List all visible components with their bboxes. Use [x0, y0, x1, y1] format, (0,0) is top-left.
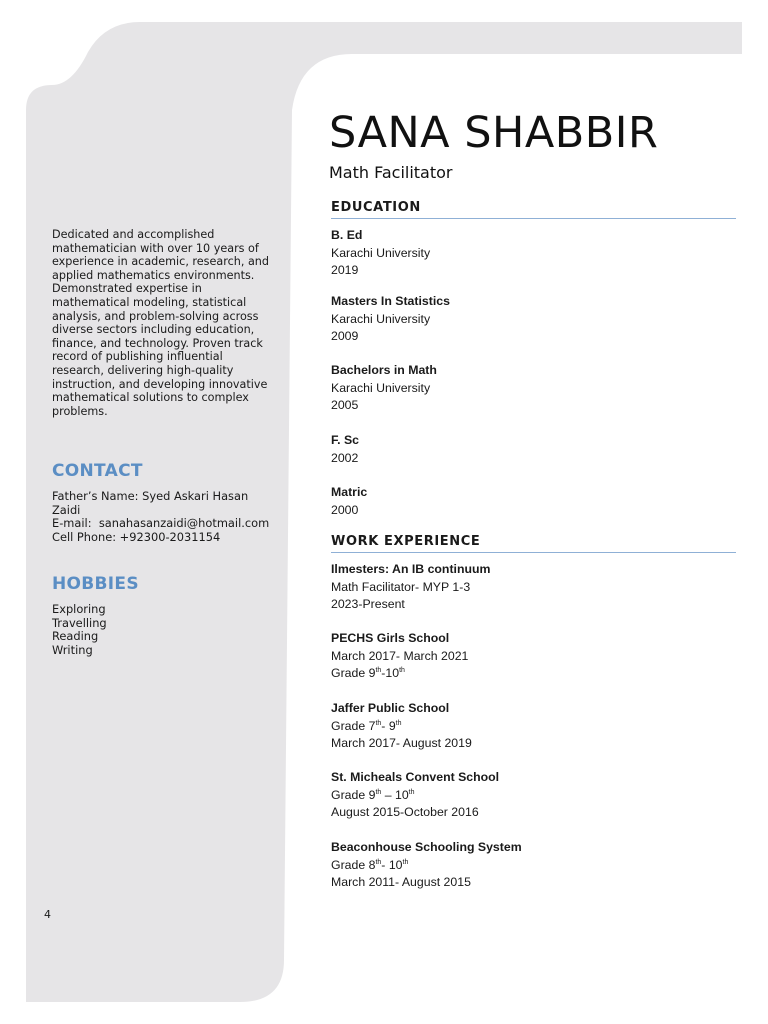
- grade: Grade 9th-10th: [331, 666, 405, 680]
- phone-value: +92300-2031154: [119, 529, 221, 544]
- email-line: E-mail: sanahasanzaidi@hotmail.com: [52, 516, 270, 531]
- year: 2009: [331, 329, 359, 343]
- contact-details: [52, 490, 278, 544]
- employer: Ilmesters: An IB continuum: [331, 562, 491, 576]
- degree-title: Bachelors in Math: [331, 363, 437, 377]
- education-entry: [331, 227, 736, 280]
- education-entry: [331, 484, 736, 519]
- hobby-item: Writing: [52, 642, 93, 657]
- hobbies-list: [52, 603, 278, 657]
- employer: Jaffer Public School: [331, 701, 450, 715]
- degree-title: B. Ed: [331, 228, 363, 242]
- degree-title: F. Sc: [331, 433, 360, 447]
- profile-summary: Dedicated and accomplished mathematician with over 10 years of experience in academic, research, and applied mathematics environments. Demonstrated expertise in mathematical modeling, statistical analysis, and problem-solving across diverse sectors including education, finance, and technology. Proven track record of publishing influential research, delivering high-quality instruction, and developing innovative mathematical solutions to complex problems.: [52, 228, 269, 418]
- degree-title: Masters In Statistics: [331, 294, 450, 308]
- year: 2002: [331, 450, 359, 465]
- work-entry: [331, 839, 736, 892]
- education-entry: [331, 362, 736, 415]
- institution: Karachi University: [331, 245, 431, 260]
- work-entry: [331, 630, 736, 683]
- hobbies-heading: HOBBIES: [52, 574, 139, 594]
- institution: Karachi University: [331, 380, 431, 395]
- hobby-item: Reading: [52, 629, 99, 644]
- father-name-line: Father’s Name: Syed Askari Hasan Zaidi: [52, 489, 249, 517]
- page-number: 4: [44, 908, 51, 921]
- candidate-title: Math Facilitator: [329, 163, 453, 182]
- dates: March 2017- August 2019: [331, 736, 472, 750]
- work-heading: WORK EXPERIENCE: [331, 534, 736, 553]
- contact-heading: CONTACT: [52, 461, 143, 481]
- grade: Grade 7th- 9th: [331, 718, 402, 733]
- grade: Grade 9th – 10th: [331, 787, 415, 802]
- grade: Grade 8th- 10th: [331, 857, 409, 872]
- work-entry: [331, 769, 736, 822]
- work-entry: [331, 561, 736, 614]
- year: 2019: [331, 263, 359, 277]
- dates: 2023-Present: [331, 597, 405, 611]
- dates: August 2015-October 2016: [331, 805, 479, 819]
- education-entry: [331, 293, 736, 346]
- email-value[interactable]: sanahasanzaidi@hotmail.com: [98, 516, 270, 531]
- education-entry: [331, 432, 736, 467]
- employer: PECHS Girls School: [331, 631, 450, 645]
- role: Math Facilitator- MYP 1-3: [331, 579, 471, 594]
- work-entry: [331, 700, 736, 753]
- institution: Karachi University: [331, 311, 431, 326]
- education-heading: EDUCATION: [331, 200, 736, 219]
- employer: St. Micheals Convent School: [331, 770, 500, 784]
- candidate-name: SANA SHABBIR: [329, 108, 659, 158]
- year: 2005: [331, 398, 359, 412]
- year: 2000: [331, 502, 359, 517]
- dates: March 2011- August 2015: [331, 875, 471, 889]
- dates: March 2017- March 2021: [331, 648, 469, 663]
- degree-title: Matric: [331, 485, 368, 499]
- phone-line: Cell Phone: +92300-2031154: [52, 529, 221, 544]
- hobby-item: Travelling: [52, 615, 107, 630]
- hobby-item: Exploring: [52, 602, 106, 616]
- employer: Beaconhouse Schooling System: [331, 840, 522, 854]
